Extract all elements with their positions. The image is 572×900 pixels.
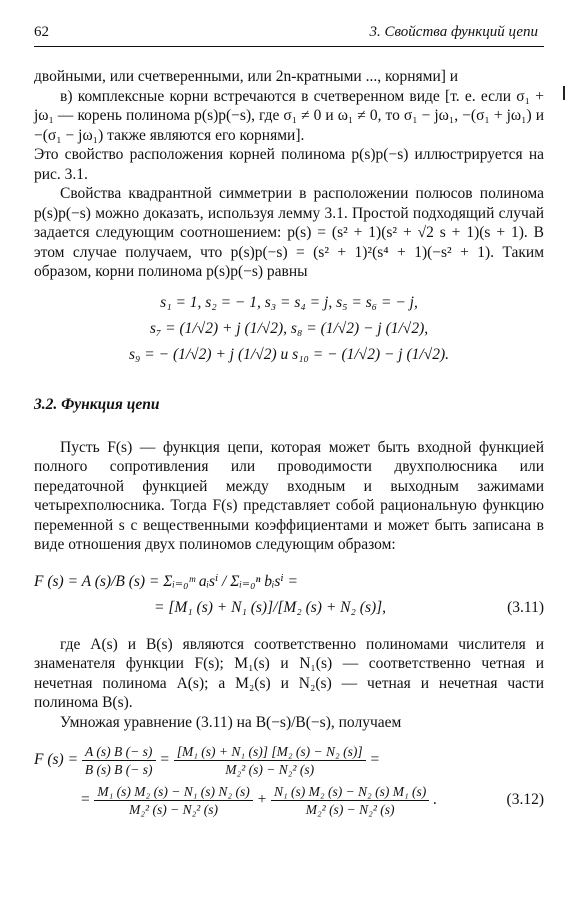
fraction-1-numerator: A (s) B (− s) [82,743,156,761]
equals-sign: = [80,791,91,808]
fraction-1 [82,743,156,778]
equals-sign: = [159,751,170,768]
roots-line-1: s₁ = 1, s₂ = − 1, s₃ = s₄ = j, s₅ = s₆ = − j, [160,293,418,311]
roots-line-2: s₇ = (1/√2) + j (1/√2), s₈ = (1/√2) − j (1/√2), [149,319,429,337]
fraction-2-denominator: M₂² (s) − N₂² (s) [225,761,315,777]
margin-mark [563,86,565,100]
equation-3-12-line-2 [34,780,544,820]
equation-3-11-text-1: F (s) = A (s)/B (s) = Σᵢ₌₀ᵐ aᵢsⁱ / Σᵢ₌₀ⁿ bᵢsⁱ = [34,572,298,590]
fraction-4-denominator: M₂² (s) − N₂² (s) [305,801,395,817]
running-header [34,20,544,47]
equation-3-11-text-2: = [M₁ (s) + N₁ (s)]/[M₂ (s) + N₂ (s)], [154,598,387,616]
equation-3-12-line-1 [34,740,544,780]
plus-sign: + [256,791,268,808]
fraction-4-numerator: N₁ (s) M₂ (s) − N₂ (s) M₁ (s) [271,783,429,801]
fraction-2-numerator: [M₁ (s) + N₁ (s)] [M₂ (s) − N₂ (s)] [174,743,366,761]
fraction-2 [174,743,366,778]
fraction-1-denominator: B (s) B (− s) [84,761,153,777]
book-page [34,20,544,820]
paragraph-6: где A(s) и B(s) являются соответственно полиномами числителя и знаменателя функции F(s); M₁(s) и N₁(s) — соответственно четная и нечетная полинома A(s); а M₂(s) и N₂(s) — четная и нечетная части полинома B(s). [34,635,544,711]
paragraph-5: Пусть F(s) — функция цепи, которая может быть входной функцией полного сопротивления или проводимости двухполюсника или передаточной функцией между входным и выходным зажимами четырехполюсника. Тогда F(s) представляет собой рациональную функцию переменной s с вещественными коэффициентами и может быть записана в виде отношения двух полиномов следующим образом: [34,438,544,553]
equation-number-3-11: (3.11) [507,598,544,616]
fraction-3-numerator: M₁ (s) M₂ (s) − N₁ (s) N₂ (s) [94,783,252,801]
roots-line-3: s₉ = − (1/√2) + j (1/√2) и s₁₀ = − (1/√2) − j (1/√2). [128,345,450,363]
fraction-3-denominator: M₂² (s) − N₂² (s) [129,801,218,817]
section-heading: 3.2. Функция цепи [34,395,160,413]
equation-3-12-lhs: F (s) = [34,751,79,768]
equals-sign: = [369,751,380,768]
paragraph-7: Умножая уравнение (3.11) на B(−s)/B(−s), получаем [60,713,402,731]
equation-3-11-line-2 [34,595,544,621]
paragraph-2: в) комплексные корни встречаются в счетверенном виде [т. е. если σ₁ + jω₁ — корень полинома p(s)p(−s), где σ₁ ≠ 0 и ω₁ ≠ 0, то σ₁ − jω₁, −(σ₁ + jω₁) и −(σ₁ − jω₁) также являются его корнями]. [34,87,544,144]
page-number: 62 [34,24,49,40]
paragraph-3: Это свойство расположения корней полинома p(s)p(−s) иллюстрируется на рис. 3.1. [34,146,544,183]
period: . [433,791,438,808]
equation-number-3-12: (3.12) [506,791,544,808]
paragraph-1: двойными, или счетверенными, или 2n-кратными ..., корнями] и [34,68,459,85]
fraction-4 [271,783,429,818]
paragraph-4: Свойства квадрантной симметрии в расположении полюсов полинома p(s)p(−s) можно доказать, используя лемму 3.1. Простой подходящий случай задается следующим соотношением: p(s) = (s² + 1)(s² + √2 s + 1)(s + 1). В этом случае получаем, что p(s)p(−s) = (s² + 1)²(s⁴ + 1)(−s² + 1). Таким образом, корни полинома p(s)p(−s) равны [34,185,544,280]
running-title: 3. Свойства функций цепи [369,24,538,40]
equation-3-11-line-1 [34,569,544,595]
fraction-3 [94,783,252,818]
